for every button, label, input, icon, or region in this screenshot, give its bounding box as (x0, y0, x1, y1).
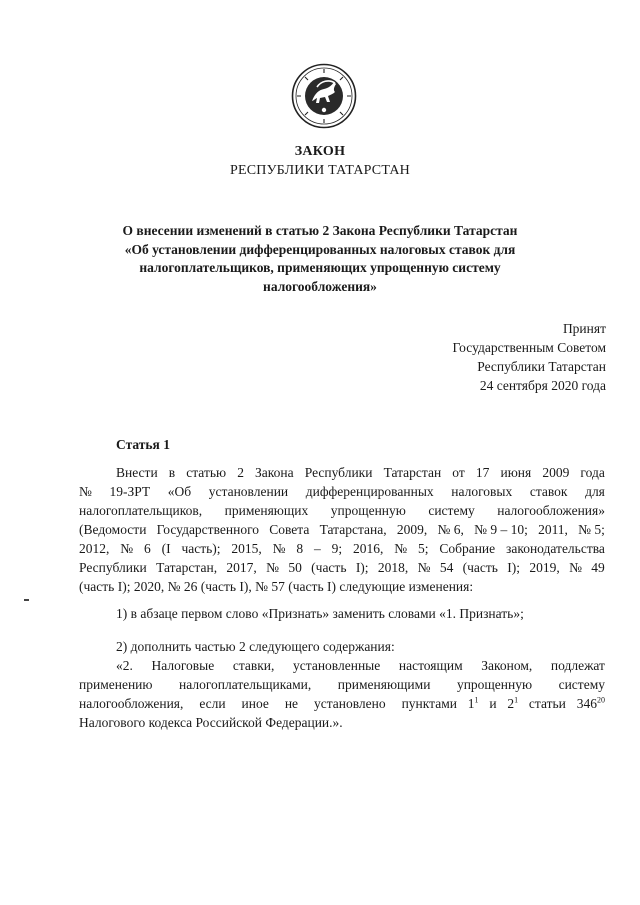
word: Татарстан, (156, 560, 218, 575)
word: (часть (311, 560, 347, 575)
word: настоящим (398, 658, 463, 673)
word: ставки, (232, 658, 275, 673)
word: № (569, 560, 582, 575)
word: 19-ЗРТ (109, 484, 151, 499)
word: дифференцированных (305, 484, 434, 499)
word: систему (558, 677, 605, 692)
word: налогообложения, (79, 696, 184, 711)
word: применяющих (224, 503, 309, 518)
word: Внести (116, 465, 158, 480)
word: 2009, (396, 522, 428, 537)
word: установлено (313, 696, 386, 711)
word: № (79, 484, 92, 499)
word: Совета (269, 522, 310, 537)
word: 6 (143, 541, 151, 556)
word: от (452, 465, 465, 480)
article-paragraph-1 (79, 463, 605, 596)
point-1-ref: $1^1$ (467, 695, 479, 711)
quote-line: Налогового кодекса Российской Федерации.». (79, 715, 343, 730)
title-line: «Об установлении дифференцированных налоговых ставок для (124, 241, 516, 257)
word: I); (355, 560, 369, 575)
word: 17 (475, 465, 490, 480)
quote-words (79, 694, 457, 713)
word: № (272, 541, 286, 556)
amendment-text: 1) в абзаце первом слово «Признать» заменить словами «1. Признать»; (116, 606, 524, 621)
word: налоговых (451, 484, 513, 499)
paragraph-line (79, 577, 605, 596)
word: 2012, (79, 541, 110, 556)
document-title (0, 222, 640, 296)
scan-artifact (24, 599, 29, 601)
word: 2016, (352, 541, 384, 556)
word: 2011, (538, 522, 568, 537)
adoption-line: Принят (562, 321, 606, 336)
tatarstan-coat-of-arms-icon (291, 63, 357, 129)
word: № (120, 541, 134, 556)
word: (часть (462, 560, 498, 575)
word: упрощенную (456, 677, 533, 692)
word: «Об (167, 484, 192, 499)
conjunction: и (489, 696, 497, 711)
word: Законом, (481, 658, 533, 673)
word: применяющими (337, 677, 431, 692)
word: № (394, 541, 408, 556)
word: если (199, 696, 226, 711)
word: года (580, 465, 605, 480)
word: налогообложения» (497, 503, 605, 518)
word: налогоплательщиками, (179, 677, 312, 692)
word: июня (500, 465, 532, 480)
amendment-text: 2) дополнить частью 2 следующего содержания: (116, 639, 395, 654)
word: № (417, 560, 431, 575)
paragraph-line (79, 539, 605, 558)
word: 2019, (529, 560, 560, 575)
adoption-line: Республики Татарстан (477, 359, 606, 374)
word: в (168, 465, 176, 480)
word: подлежат (550, 658, 605, 673)
title-line: налогообложения» (263, 278, 377, 294)
word: иное (241, 696, 269, 711)
word: часть); (181, 541, 221, 556)
adoption-date: 24 сентября 2020 года (479, 378, 606, 393)
word: 2015, (231, 541, 262, 556)
word: Республики (304, 465, 373, 480)
word: № 5; (578, 522, 605, 537)
title-line: О внесении изменений в статью 2 Закона Республики Татарстан (122, 223, 518, 238)
word: Республики (79, 560, 147, 575)
article-heading: Статья 1 (116, 437, 170, 452)
word: для (585, 484, 605, 499)
word: № 9 – 10; (474, 522, 528, 537)
word: № (266, 560, 279, 575)
word: 54 (439, 560, 454, 575)
document-issuer: РЕСПУБЛИКИ ТАТАРСТАН (229, 163, 410, 178)
quote-line (79, 675, 605, 694)
amendment-item-2 (79, 637, 605, 656)
word: (Ведомости (79, 522, 147, 537)
word: 5; (417, 541, 429, 556)
word: 49 (591, 560, 605, 575)
word: статью (186, 465, 227, 480)
article-word: статьи (528, 696, 566, 711)
word: налогоплательщиков, (79, 503, 203, 518)
title-line: налогоплательщиков, применяющих упрощенную систему (139, 260, 501, 275)
paragraph-line (79, 558, 605, 577)
word: ставок (529, 484, 568, 499)
word: 50 (288, 560, 302, 575)
word: 2009 (542, 465, 570, 480)
word: Налоговые (151, 658, 215, 673)
word: применению (79, 677, 153, 692)
quote-line (79, 656, 605, 675)
word: Татарстан (383, 465, 442, 480)
word: 8 (296, 541, 304, 556)
word: 2 (237, 465, 244, 480)
word: № 6, (437, 522, 464, 537)
word: упрощенную (330, 503, 406, 518)
word: (I (161, 541, 171, 556)
quoted-new-part (79, 656, 605, 732)
amendment-item-1 (79, 604, 605, 623)
word: систему (428, 503, 475, 518)
paragraph-line (79, 520, 605, 539)
word: не (284, 696, 299, 711)
word: Закона (255, 465, 294, 480)
word: установленные (293, 658, 381, 673)
word: «2. (116, 658, 133, 673)
adoption-line: Государственным Советом (452, 340, 606, 355)
document-type: ЗАКОН (294, 144, 346, 159)
word: – (313, 541, 321, 556)
word: пунктами (401, 696, 457, 711)
paragraph-line (79, 463, 605, 482)
word: 9; (331, 541, 343, 556)
paragraph-line (79, 501, 605, 520)
quote-line (79, 694, 605, 713)
paragraph-line (79, 482, 605, 501)
word: Государственного (156, 522, 260, 537)
word: Татарстана, (319, 522, 387, 537)
word: законодательства (506, 541, 605, 556)
word: установлении (208, 484, 289, 499)
point-2-ref: $2^1$ (507, 695, 519, 711)
adoption-block (453, 319, 606, 395)
word: 2018, (377, 560, 409, 575)
word: (часть I); 2020, № 26 (часть I), № 57 (часть I) следующие изменения: (79, 579, 474, 594)
word: 2017, (226, 560, 257, 575)
tax-code-article-ref: $346^{20}$ (576, 695, 605, 711)
word: Собрание (439, 541, 496, 556)
word: I); (507, 560, 521, 575)
